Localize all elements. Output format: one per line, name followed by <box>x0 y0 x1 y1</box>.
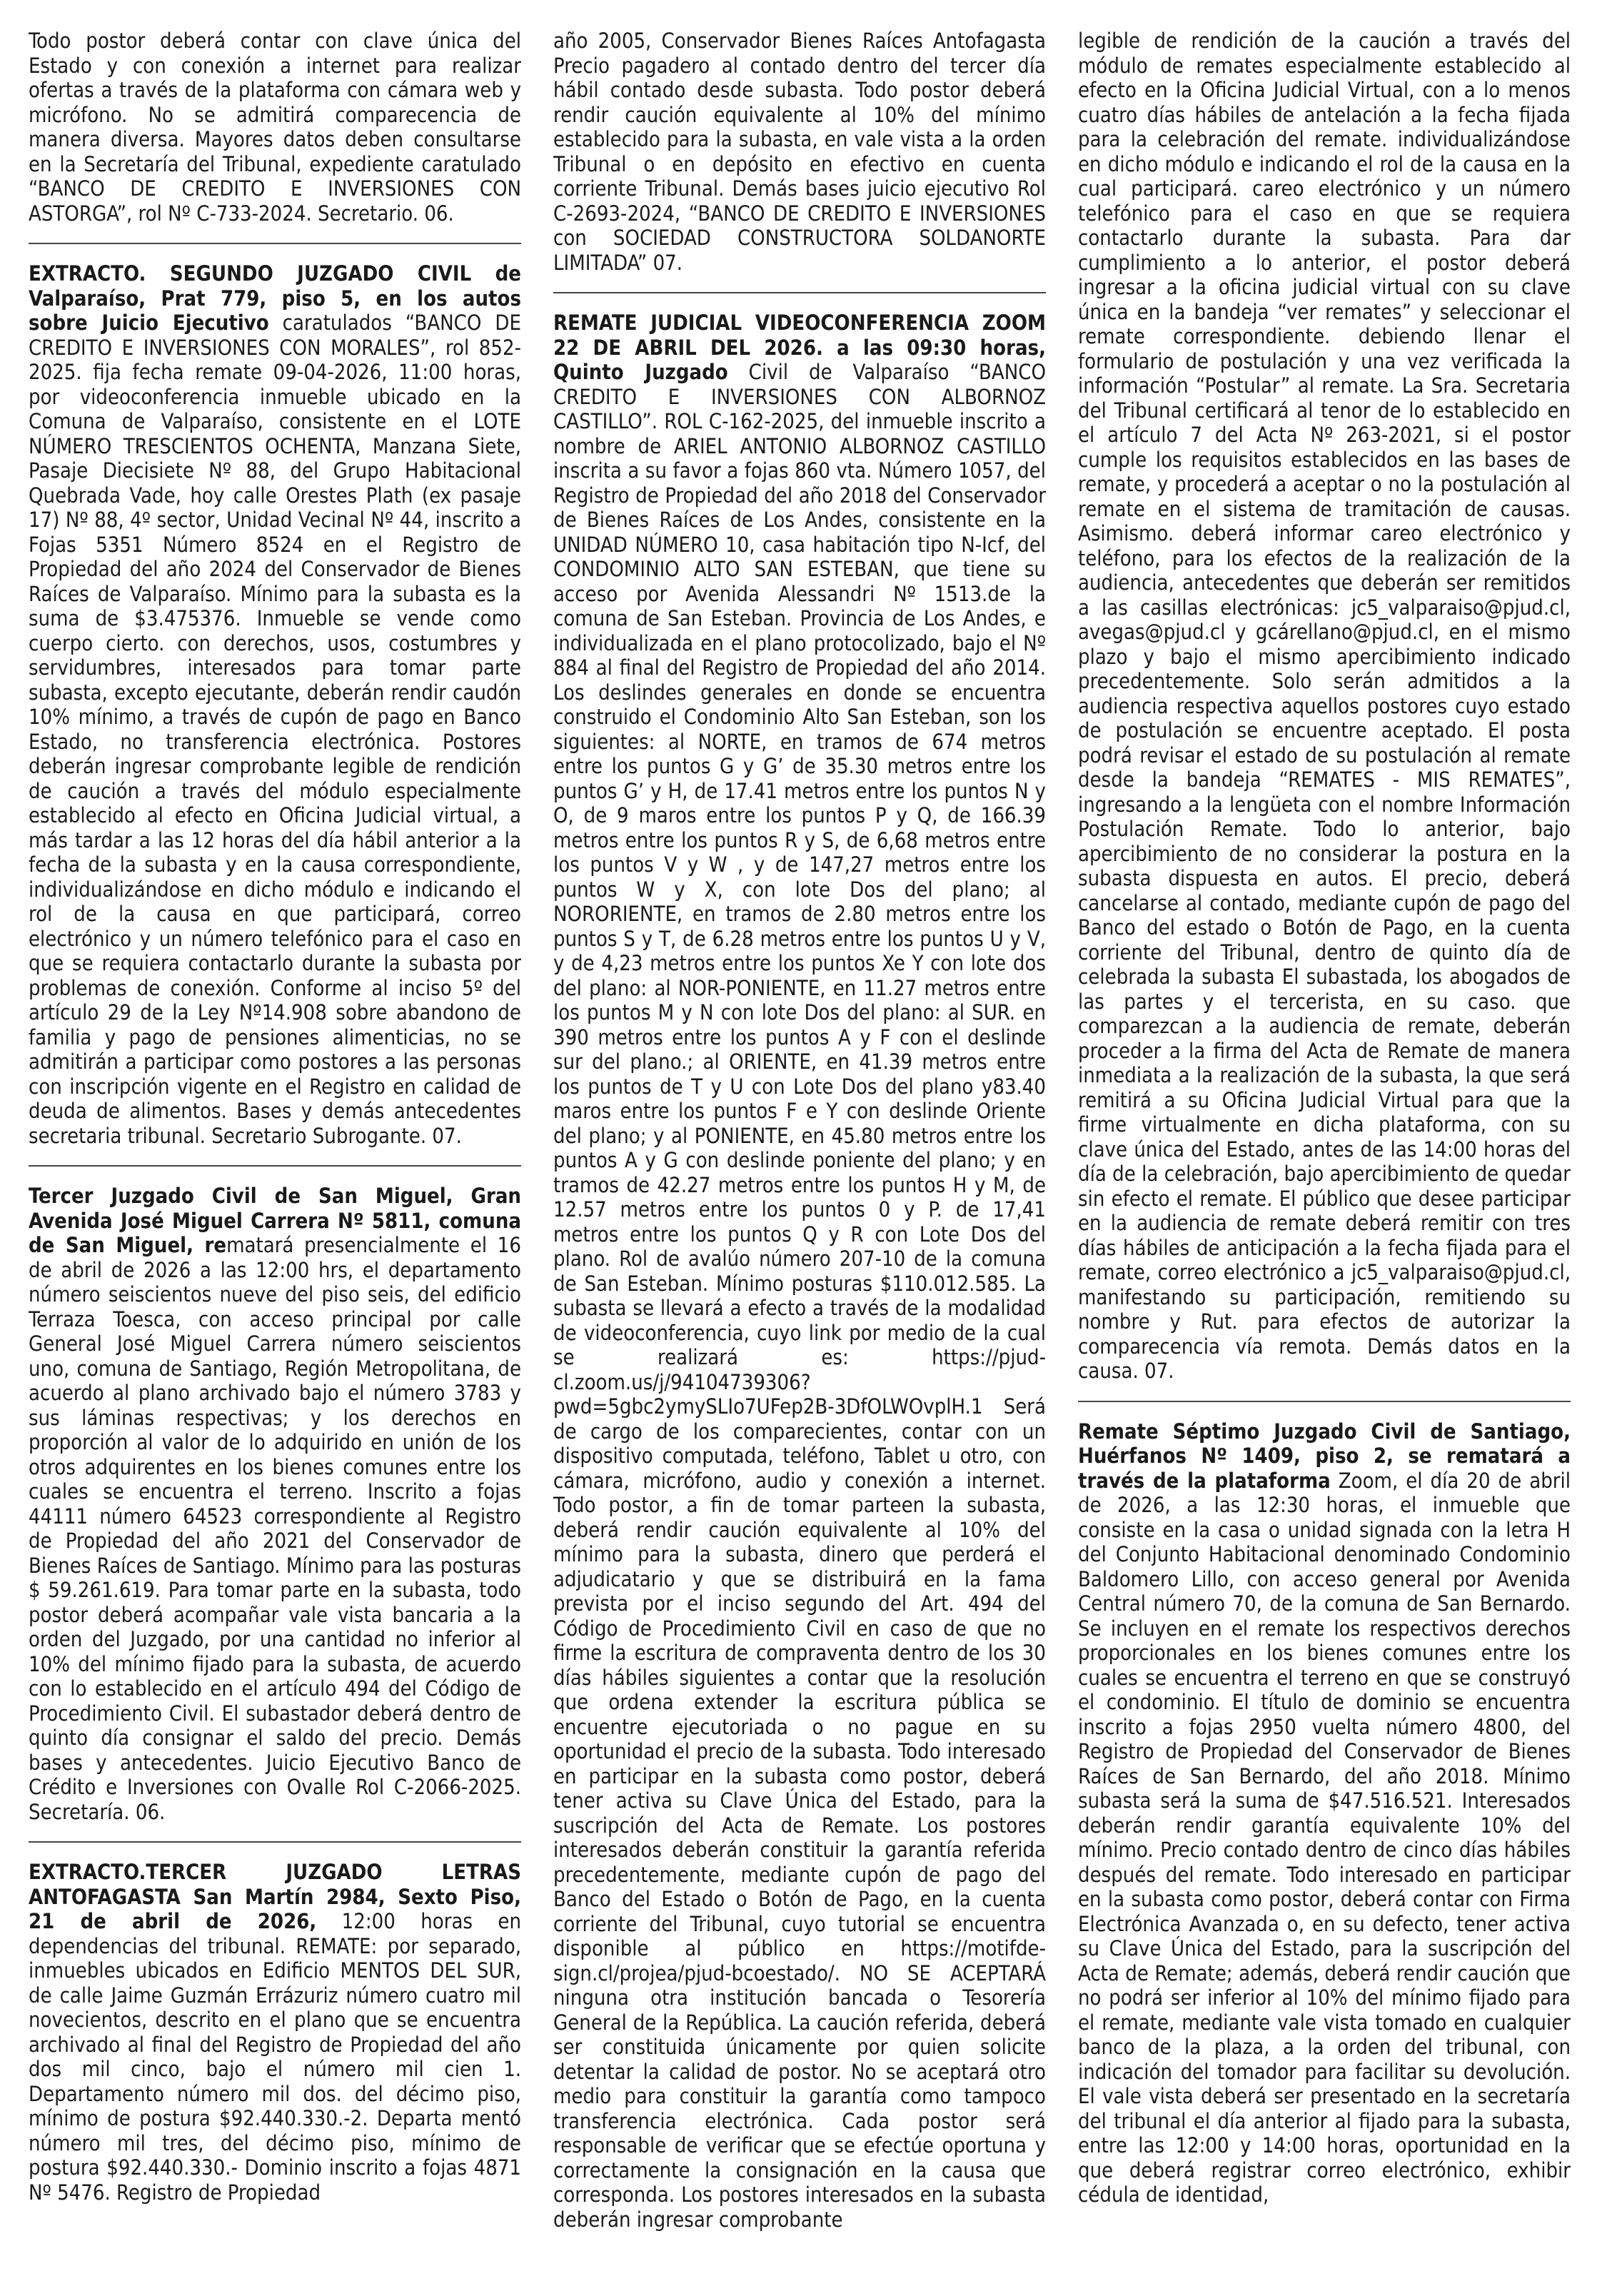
notice-divider <box>29 1165 521 1167</box>
notice <box>1078 29 1571 1384</box>
notice-body: Zoom, el día 20 de abril de 2026, a las 12:30 horas, el inmueble que consiste en la casa o unidad signada con la letra H del Conjunto Habitacional denominado Condominio Baldomero Lillo, con acceso general por Avenida Central número 70, de la comuna de San Bernardo. Se incluyen en el remate los respectivos derechos proporcionales en los bienes comunes entre los cuales se encuentra el terreno en que se construyó el condominio. El título de dominio se encuentra inscrito a fojas 2950 vuelta número 4800, del Registro de Propiedad del Conservador de Bienes Raíces de San Bernardo, del año 2018. Mínimo subasta será la suma de $47.516.521. Interesados deberán rendir garantía equivalente 10% del mínimo. Precio contado dentro de cinco días hábiles después del remate. Todo interesado en participar en la subasta como postor, deberá contar con Firma Electrónica Avanzada o, en su defecto, tener activa su Clave Única del Estado, para la suscripción del Acta de Remate; además, deberá rendir caución que no podrá ser inferior al 10% del mínimo fijado para el remate, mediante vale vista tomado en cualquier banco de la plaza, a la orden del tribunal, con indicación del tomador para facilitar su devolución. El vale vista deberá ser presentado en la secretaría del tribunal el día anterior al fijado para la subasta, entre las 12:00 y 14:00 horas, oportunidad en la que deberá registrar correo electrónico, exhibir cédula de identidad, <box>1078 1468 1571 2207</box>
notice-heading: Tercer Juzgado Civil de San Miguel, Gran Avenida José Miguel Carrera Nº 5811, comuna de San Miguel, re <box>29 1184 521 1257</box>
notice-text <box>553 29 1046 275</box>
notice-body: 12:00 horas en dependencias del tribunal. REMATE: por separado, inmuebles ubicados en Edificio MENTOS DEL SUR, de calle Jaime Guzmán Errázuriz número cuatro mil novecientos, descrito en el plano que se encuentra archivado al final del Registro de Propiedad del año dos mil cinco, bajo el número mil cien 1. Departamento número mil dos. del décimo piso, mínimo de postura $92.440.330.-2. Departa mentó número mil tres, del décimo piso, mínimo de postura $92.440.330.- Dominio inscrito a fojas 4871 Nº 5476. Registro de Propiedad <box>29 1909 521 2205</box>
notice <box>1078 1419 1571 2207</box>
notice-body: Todo postor deberá contar con clave única del Estado y con conexión a internet para realizar ofertas a través de la plataforma con cámara web y micrófono. No se admitirá comparecencia de manera diversa. Mayores datos deben consultarse en la Secretaría del Tribunal, expediente caratulado “BANCO DE CREDITO E INVERSIONES CON ASTORGA”, rol Nº C-733-2024. Secretario. 06. <box>29 29 521 226</box>
notice-heading: EXTRACTO. SEGUNDO JUZGADO CIVIL de Valparaíso, Prat 779, piso 5, en los autos sobre Juicio Ejecutivo <box>29 261 521 335</box>
notice <box>29 1860 521 2205</box>
notice-text <box>29 261 521 1148</box>
column-1 <box>29 29 521 2285</box>
column-3 <box>1078 29 1571 2285</box>
notice-body: caratulados “BANCO DE CREDITO E INVERSIONES CON MORALES”, rol 852-2025. fija fecha remate 09-04-2026, 11:00 horas, por videoconferencia inmueble ubicado en la Comuna de Valparaíso, consistente en el LOTE NÚMERO TRESCIENTOS OCHENTA, Manzana Siete, Pasaje Diecisiete Nº 88, del Grupo Habitacional Quebrada Vade, hoy calle Orestes Plath (ex pasaje 17) Nº 88, 4º sector, Unidad Vecinal Nº 44, inscrito a Fojas 5351 Número 8524 en el Registro de Propiedad del año 2024 del Conservador de Bienes Raíces de Valparaíso. Mínimo para la subasta es la suma de $3.475376. Inmueble se vende como cuerpo cierto. con derechos, usos, costumbres y servidumbres, interesados para tomar parte subasta, excepto ejecutante, deberán rendir caudón 10% mínimo, a través de cupón de pago en Banco Estado, no transferencia electrónica. Postores deberán ingresar comprobante legible de rendición de caución a través del módulo especialmente establecido al efecto en Oficina Judicial virtual, a más tardar a las 12 horas del día hábil anterior a la fecha de la subasta y en la causa correspondiente, individualizándose en dicho módulo e indicando el rol de la causa en que participará, correo electrónico y un número telefónico para el caso en que se requiera contactarlo durante la subasta por problemas de conexión. Conforme al inciso 5º del artículo 29 de la Ley Nº14.908 sobre abandono de familia y pago de pensiones alimenticias, no se admitirán a participar como postores a las personas con inscripción vigente en el Registro en calidad de deuda de alimentos. Bases y demás antecedentes secretaria tribunal. Secretario Subrogante. 07. <box>29 311 521 1148</box>
notice-body: legible de rendición de la caución a través del módulo de remates especialmente establecido al efecto en la Oficina Judicial Virtual, con a lo menos cuatro días hábiles de antelación a la fecha fijada para la celebración del remate. individualizándose en dicho módulo e indicando el rol de la causa en la cual participará. careo electrónico y un número telefónico para el caso en que se requiera contactarlo durante la subasta. Para dar cumplimiento a lo anterior, el postor deberá ingresar a la oficina judicial virtual con su clave única en la bandeja “ver remates” y seleccionar el remate correspondiente. debiendo llenar el formulario de postulación y una vez verificada la información “Postular” al remate. La Sra. Secretaria del Tribunal certificará al tenor de lo establecido en el artículo 7 del Acta Nº 263-2021, si el postor cumple los requisitos establecidos en las bases de remate, y procederá a aceptar o no la postulación al remate en el sistema de tramitación de causas. Asimismo. deberá informar careo electrónico y teléfono, para los efectos de la realización de la audiencia, antecedentes que deberán ser remitidos a las casillas electrónicas: jc5_valparaiso@pjud.cl, avegas@pjud.cl y gcárellano@pjud.cl, en el mismo plazo y bajo el mismo apercibimiento indicado precedentemente. Solo serán admitidos a la audiencia respectiva aquellos postores cuyo estado de postulación se encuentre aceptado. El posta podrá revisar el estado de su postulación al remate desde la bandeja “REMATES - MIS REMATES”, ingresando a la lengüeta con el nombre Información Postulación Remate. Todo lo anterior, bajo apercibimiento de no considerar la postura en la subasta dispuesta en autos. El precio, deberá cancelarse al contado, mediante cupón de pago del Banco del estado o Botón de Pago, en la cuenta corriente del Tribunal, dentro de quinto día de celebrada la subasta El subastada, los abogados de las partes y el tercerista, en su caso. que comparezcan a la audiencia de remate, deberán proceder a la firma del Acta de Remate de manera inmediata a la realización de la subasta, la que será remitirá a su Oficina Judicial Virtual para que la firme virtualmente en dicha plataforma, con su clave única del Estado, antes de las 14:00 horas del día de la celebración, bajo apercibimiento de quedar sin efecto el remate. El público que desee participar en la audiencia de remate deberá remitir con tres días hábiles de anticipación a la fecha fijada para el remate, correo electrónico a jc5_valparaiso@pjud.cl, manifestando su participación, remitiendo su nombre y Rut. para efectos de autorizar la comparecencia vía remota. Demás datos en la causa. 07. <box>1078 29 1571 1383</box>
notice-body: matará presencialmente el 16 de abril de 2026 a las 12:00 hrs, el departamento número seiscientos nueve del piso seis, del edificio Terraza Toesca, con acceso principal por calle General José Miguel Carrera número seiscientos uno, comuna de Santiago, Región Metropolitana, de acuerdo al plano archivado bajo el número 3783 y sus láminas respectivas; y los derechos en proporción al valor de lo adquirido en unión de los otros adquirentes en los bienes comunes entre los cuales se encuentra el terreno. Inscrito a fojas 44111 número 64523 correspondiente al Registro de Propiedad del año 2021 del Conservador de Bienes Raíces de Santiago. Mínimo para las posturas $ 59.261.619. Para tomar parte en la subasta, todo postor deberá acompañar vale vista bancaria a la orden del Juzgado, por una cantidad no inferior al 10% del mínimo fijado para la subasta, de acuerdo con lo establecido en el artículo 494 del Código de Procedimiento Civil. El subastador deberá dentro de quinto día consignar el saldo del precio. Demás bases y antecedentes. Juicio Ejecutivo Banco de Crédito e Inversiones con Ovalle Rol C-2066-2025. Secretaría. 06. <box>29 1233 521 1824</box>
notice-text <box>29 1184 521 1824</box>
notice-text <box>1078 29 1571 1384</box>
notice-heading: REMATE JUDICIAL VIDEOCONFERENCIA ZOOM 22 DE ABRIL DEL 2026. a las 09:30 horas, Quinto Juzgado <box>553 311 1046 384</box>
notice <box>553 29 1046 275</box>
column-2 <box>553 29 1046 2285</box>
notice-heading: Remate Séptimo Juzgado Civil de Santiago, Huérfanos Nº 1409, piso 2, se rematará a través de la plataforma <box>1078 1419 1571 1493</box>
notice-body: año 2005, Conservador Bienes Raíces Antofagasta Precio pagadero al contado dentro del tercer día hábil contado desde subasta. Todo postor deberá rendir caución equivalente al 10% del mínimo establecido para la subasta, en vale vista a la orden Tribunal o en depósito en efectivo en cuenta corriente Tribunal. Demás bases juicio ejecutivo Rol C-2693-2024, “BANCO DE CREDITO E INVERSIONES con SOCIEDAD CONSTRUCTORA SOLDANORTE LIMITADA” 07. <box>553 29 1046 275</box>
notice <box>29 29 521 226</box>
notice-text <box>29 29 521 226</box>
notice-divider <box>29 243 521 244</box>
notice-divider <box>29 1841 521 1843</box>
notice-text <box>29 1860 521 2205</box>
notice-text <box>553 311 1046 2232</box>
notice-divider <box>553 292 1046 293</box>
notice <box>29 261 521 1148</box>
notice-divider <box>1078 1401 1571 1402</box>
notice-body: Civil de Valparaíso “BANCO CREDITO E INVERSIONES CON ALBORNOZ CASTILLO”. ROL C-162-2025, del inmueble inscrito a nombre de ARIEL ANTONIO ALBORNOZ CASTILLO inscrita a su favor a fojas 860 vta. Número 1057, del Registro de Propiedad del año 2018 del Conservador de Bienes Raíces de Los Andes, consistente en la UNIDAD NÚMERO 10, casa habitación tipo N-Icf, del CONDOMINIO ALTO SAN ESTEBAN, que tiene su acceso por Avenida Alessandri Nº 1513.de la comuna de San Esteban. Provincia de Los Andes, e individualizada en el plano protocolizado, bajo el Nº 884 al final del Registro de Propiedad del año 2014. Los deslindes generales en donde se encuentra construido el Condominio Alto San Esteban, son los siguientes: al NORTE, en tramos de 674 metros entre los puntos G y G’ de 35.30 metros entre los puntos G’ y H, de 17.41 metros entre los puntos N y O, de 9 maros entre los puntos P y Q, de 166.39 metros entre los puntos R y S, de 6,68 metros entre los puntos V y W , y de 147,27 metros entre los puntos W y X, con lote Dos del plano; al NORORIENTE, en tramos de 2.80 metros entre los puntos S y T, de 6.28 metros entre los puntos U y V, y de 4,23 metros entre los puntos Xe Y con lote dos del plano: al NOR-PONIENTE, en 11.27 metros entre los puntos M y N con lote Dos del plano: al SUR. en 390 metros entre los puntos A y F con el deslinde sur del plano.; al ORIENTE, en 41.39 metros entre los puntos de T y U con Lote Dos del plano y83.40 maros entre los puntos F e Y con deslinde Oriente del plano; y al PONIENTE, en 45.80 metros entre los puntos A y G con deslinde poniente del plano; y en tramos de 42.27 metros entre los puntos H y M, de 12.57 metros entre los puntos 0 y P. de 17,41 metros entre los puntos Q y R con Lote Dos del plano. Rol de avalúo número 207-10 de la comuna de San Esteban. Mínimo posturas $110.012.585. La subasta se llevará a efecto a través de la modalidad de videoconferencia, cuyo link por medio de la cual se realizará es: https://pjud-cl.zoom.us/j/94104739306?pwd=5gbc2ymySLIo7UFep2B-3DfOLWOvplH.1 Será de cargo de los comparecientes, contar con un dispositivo computada, teléfono, Tablet u otro, con cámara, micrófono, audio y conexión a internet. Todo postor, a fin de tomar parteen la subasta, deberá rendir caución equivalente al 10% del mínimo para la subasta, dinero que perderá el adjudicatario y que se distribuirá en la fama prevista por el inciso segundo del Art. 494 del Código de Procedimiento Civil en caso de que no firme la escritura de compraventa dentro de los 30 días hábiles siguientes a contar que la resolución que ordena extender la escritura pública se encuentre ejecutoriada o no pague en su oportunidad el precio de la subasta. Todo interesado en participar en la subasta como postor, deberá tener activa su Clave Única del Estado, para la suscripción del Acta de Remate. Los postores interesados deberán constituir la garantía referida precedentemente, mediante cupón de pago del Banco del Estado o Botón de Pago, en la cuenta corriente del Tribunal, cuyo tutorial se encuentra disponible al público en https://motifde-sign.cl/projea/pjud-bcoestado/. NO SE ACEPTARÁ ninguna otra institución bancada o Tesorería General de la República. La caución referida, deberá ser constituida únicamente por quien solicite detentar la calidad de postor. No se aceptará otro medio para constituir la garantía como tampoco transferencia electrónica. Cada postor será responsable de verificar que se efectúe oportuna y correctamente la consignación en la causa que corresponda. Los postores interesados en la subasta deberán ingresar comprobante <box>553 360 1046 2232</box>
notice <box>553 311 1046 2232</box>
notice-heading: EXTRACTO.TERCER JUZGADO LETRAS ANTOFAGASTA San Martín 2984, Sexto Piso, 21 de abril de 2026, <box>29 1860 521 1933</box>
notice-text <box>1078 1419 1571 2207</box>
notice <box>29 1184 521 1824</box>
